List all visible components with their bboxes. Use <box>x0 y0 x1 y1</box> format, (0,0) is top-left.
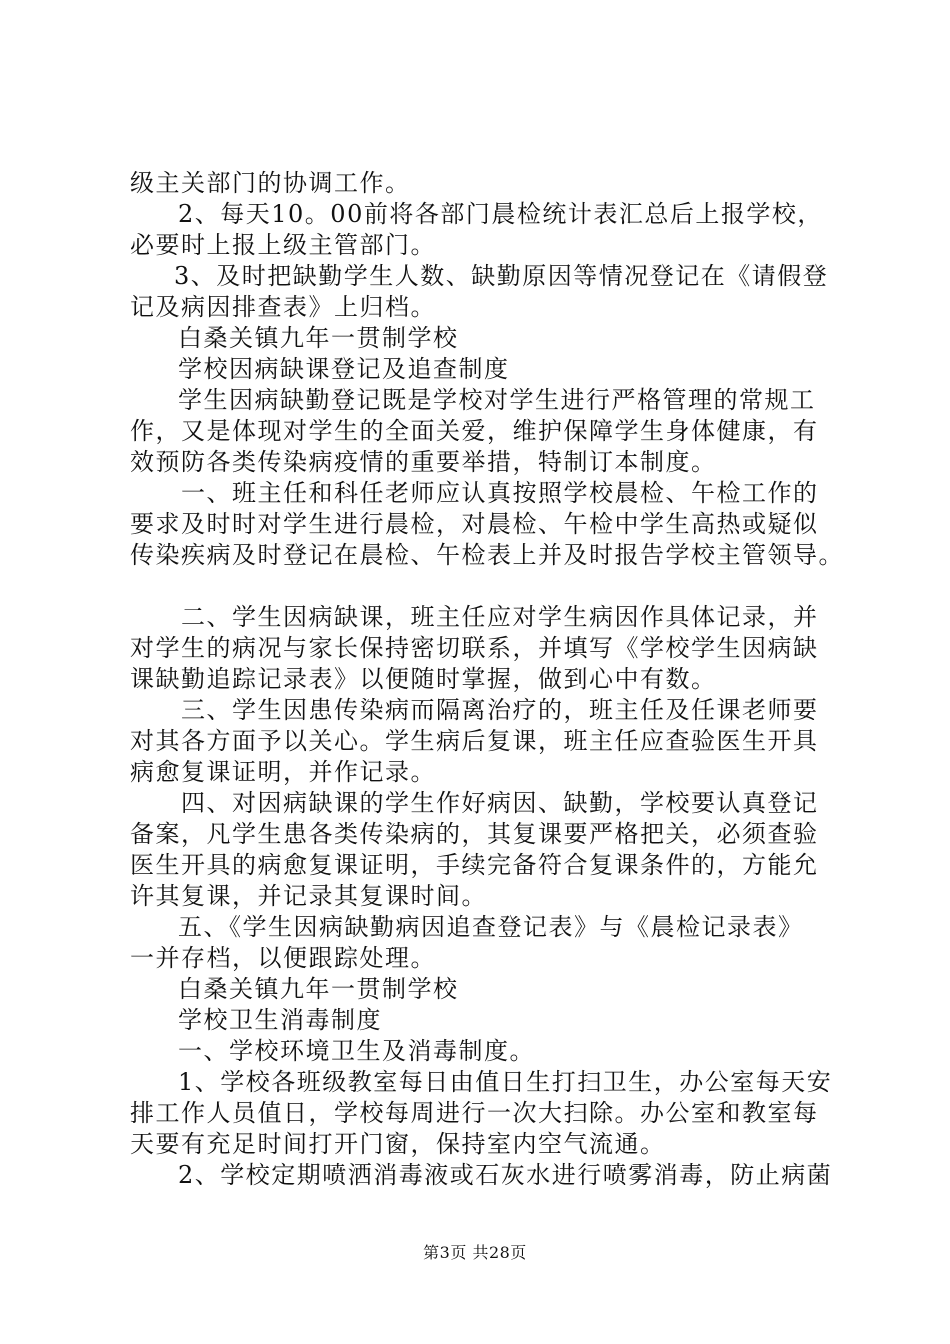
text-line: 记及病因排查表》上归档。 <box>130 293 436 321</box>
section-title: 学校因病缺课登记及追查制度 <box>178 355 510 383</box>
text-line: 医生开具的病愈复课证明，手续完备符合复课条件的，方能允 <box>130 851 819 879</box>
text-line: 四、对因病缺课的学生作好病因、缺勤，学校要认真登记 <box>181 789 819 817</box>
document-body <box>130 168 844 1191</box>
paragraph-gap <box>130 571 830 602</box>
text-line: 必要时上报上级主管部门。 <box>130 231 436 259</box>
section-title: 学校卫生消毒制度 <box>178 1006 382 1034</box>
text-line: 对学生的病况与家长保持密切联系，并填写《学校学生因病缺 <box>130 634 819 662</box>
text-line: 作，又是体现对学生的全面关爱，维护保障学生身体健康，有 <box>130 417 819 445</box>
text-line: 一、学校环境卫生及消毒制度。 <box>178 1037 535 1065</box>
text-line: 二、学生因病缺课，班主任应对学生病因作具体记录，并 <box>181 603 819 631</box>
text-line: 2、每天10。00前将各部门晨检统计表汇总后上报学校， <box>178 200 823 228</box>
text-line: 1、学校各班级教室每日由值日生打扫卫生，办公室每天安 <box>178 1068 833 1096</box>
text-line: 对其各方面予以关心。学生病后复课，班主任应查验医生开具 <box>130 727 819 755</box>
school-name: 白桑关镇九年一贯制学校 <box>178 324 459 352</box>
text-line: 病愈复课证明，并作记录。 <box>130 758 436 786</box>
text-line: 3、及时把缺勤学生人数、缺勤原因等情况登记在《请假登 <box>174 262 829 290</box>
text-line: 许其复课，并记录其复课时间。 <box>130 882 487 910</box>
text-line: 五、《学生因病缺勤病因追查登记表》与《晨检记录表》 <box>178 913 804 941</box>
text-line: 2、学校定期喷洒消毒液或石灰水进行喷雾消毒，防止病菌 <box>178 1161 833 1189</box>
text-line: 传染疾病及时登记在晨检、午检表上并及时报告学校主管领导。 <box>130 541 844 569</box>
text-line: 天要有充足时间打开门窗，保持室内空气流通。 <box>130 1130 666 1158</box>
page-footer: 第3页 共28页 <box>423 1243 527 1262</box>
text-line: 备案，凡学生患各类传染病的，其复课要严格把关，必须查验 <box>130 820 819 848</box>
text-line: 学生因病缺勤登记既是学校对学生进行严格管理的常规工 <box>178 386 816 414</box>
text-line: 效预防各类传染病疫情的重要举措，特制订本制度。 <box>130 448 717 476</box>
text-line: 课缺勤追踪记录表》以便随时掌握，做到心中有数。 <box>130 665 717 693</box>
text-line: 三、学生因患传染病而隔离治疗的，班主任及任课老师要 <box>181 696 819 724</box>
text-line: 排工作人员值日，学校每周进行一次大扫除。办公室和教室每 <box>130 1099 819 1127</box>
text-line: 一并存档，以便跟踪处理。 <box>130 944 436 972</box>
school-name: 白桑关镇九年一贯制学校 <box>178 975 459 1003</box>
text-line: 一、班主任和科任老师应认真按照学校晨检、午检工作的 <box>181 479 819 507</box>
text-line: 要求及时时对学生进行晨检，对晨检、午检中学生高热或疑似 <box>130 510 819 538</box>
text-line: 级主关部门的协调工作。 <box>130 169 411 197</box>
